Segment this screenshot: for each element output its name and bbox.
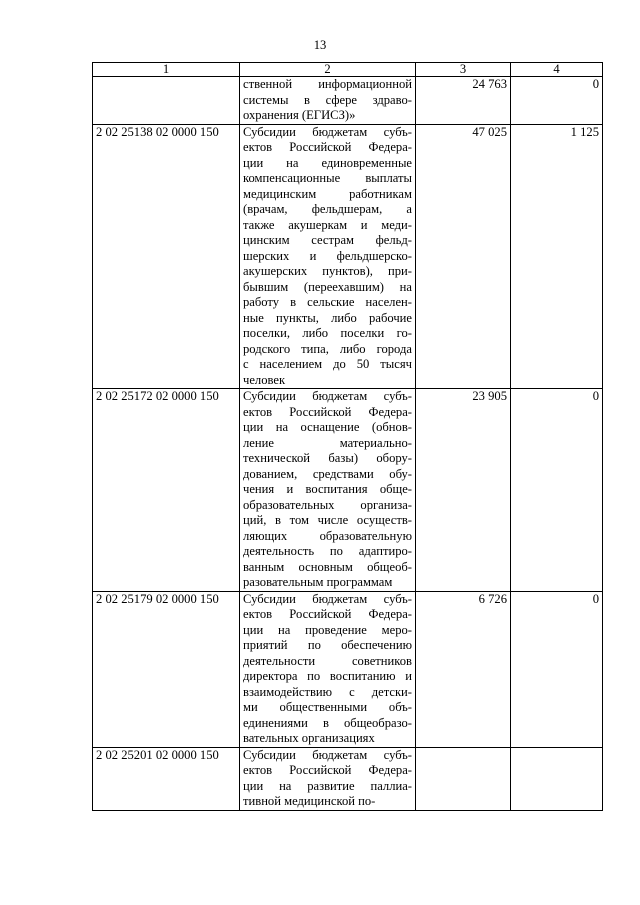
description-line: Субсидии бюджетам субъ- <box>243 591 412 606</box>
description-cell <box>240 591 416 747</box>
description-line: дованием, средствами обу- <box>243 466 412 481</box>
description-line: единениями в общеобразо- <box>243 715 412 730</box>
description-line: человек <box>243 372 286 387</box>
description-line: ектов Российской Федера- <box>243 404 412 419</box>
description-line: ектов Российской Федера- <box>243 607 412 621</box>
amount-cell-col3: 6 726 <box>416 591 511 747</box>
description-cell <box>240 77 416 125</box>
description-line: тивной медицинской по- <box>243 794 376 808</box>
table-body <box>93 77 603 811</box>
table-row <box>93 124 603 389</box>
table-row <box>93 591 603 747</box>
description-line: ций, в том числе осуществ- <box>243 513 412 527</box>
budget-code-cell <box>93 77 240 125</box>
column-header: 1 <box>93 63 240 77</box>
description-line: Субсидии бюджетам субъ- <box>243 389 412 403</box>
description-line: образовательных организа- <box>243 497 412 512</box>
description-line: ные пункты, либо рабочие <box>243 310 412 325</box>
amount-cell-col4: 1 125 <box>511 124 603 389</box>
description-line: приятий по обеспечению <box>243 638 412 652</box>
description-line: чения и воспитания обще- <box>243 482 412 496</box>
description-line: деятельности советников <box>243 653 412 668</box>
budget-code-cell: 2 02 25172 02 0000 150 <box>93 389 240 592</box>
description-line: ции на единовременные <box>243 155 412 170</box>
description-line: цинским сестрам фельд- <box>243 233 412 247</box>
description-line: технической базы) обору- <box>243 451 412 465</box>
description-line: Субсидии бюджетам субъ- <box>243 124 412 139</box>
description-line: ектов Российской Федера- <box>243 140 412 154</box>
description-line: компенсационные выплаты <box>243 171 412 185</box>
description-line: поселки, либо поселки го- <box>243 326 412 340</box>
budget-code-cell: 2 02 25201 02 0000 150 <box>93 747 240 810</box>
table-header-row <box>93 63 603 77</box>
amount-cell-col4 <box>511 747 603 810</box>
description-cell <box>240 747 416 810</box>
description-line: вательных организациях <box>243 731 375 745</box>
column-header: 2 <box>240 63 416 77</box>
amount-cell-col3: 47 025 <box>416 124 511 389</box>
amount-cell-col3: 24 763 <box>416 77 511 125</box>
amount-cell-col4: 0 <box>511 77 603 125</box>
page-number: 13 <box>313 38 327 52</box>
column-header: 4 <box>511 63 603 77</box>
description-line: ции на развитие паллиа- <box>243 778 412 793</box>
table-row <box>93 747 603 810</box>
description-line: Субсидии бюджетам субъ- <box>243 747 412 762</box>
amount-cell-col3 <box>416 747 511 810</box>
description-line: ляющих образовательную <box>243 528 412 543</box>
description-line: ми общественными объ- <box>243 700 412 714</box>
description-line: ектов Российской Федера- <box>243 763 412 777</box>
description-line: (врачам, фельдшерам, а <box>243 202 412 216</box>
description-line: акушерских пунктов), при- <box>243 264 412 278</box>
budget-code-cell: 2 02 25138 02 0000 150 <box>93 124 240 389</box>
description-line: с населением до 50 тысяч <box>243 357 412 371</box>
description-line: взаимодействию с детски- <box>243 684 412 699</box>
table-row <box>93 389 603 592</box>
amount-cell-col3: 23 905 <box>416 389 511 592</box>
description-line: родского типа, либо города <box>243 341 412 356</box>
description-cell <box>240 389 416 592</box>
description-line: ции на оснащение (обнов- <box>243 420 412 434</box>
description-line: медицинским работникам <box>243 186 412 201</box>
budget-table <box>92 62 603 811</box>
description-line: ление материально- <box>243 435 412 450</box>
amount-cell-col4: 0 <box>511 591 603 747</box>
column-header: 3 <box>416 63 511 77</box>
description-line: системы в сфере здраво- <box>243 92 412 107</box>
budget-code-cell: 2 02 25179 02 0000 150 <box>93 591 240 747</box>
description-line: шерских и фельдшерско- <box>243 248 412 263</box>
description-line: разовательным программам <box>243 575 393 589</box>
description-line: бывшим (переехавшим) на <box>243 279 412 294</box>
table-row <box>93 77 603 125</box>
amount-cell-col4: 0 <box>511 389 603 592</box>
description-line: также акушеркам и меди- <box>243 217 412 232</box>
description-line: деятельность по адаптиро- <box>243 544 412 558</box>
description-line: работу в сельские населен- <box>243 295 412 309</box>
description-line: директора по воспитанию и <box>243 669 412 683</box>
description-line: охранения (ЕГИСЗ)» <box>243 108 356 122</box>
description-line: ственной информационной <box>243 77 412 91</box>
description-cell <box>240 124 416 389</box>
description-line: ванным основным общеоб- <box>243 559 412 574</box>
description-line: ции на проведение меро- <box>243 622 412 637</box>
